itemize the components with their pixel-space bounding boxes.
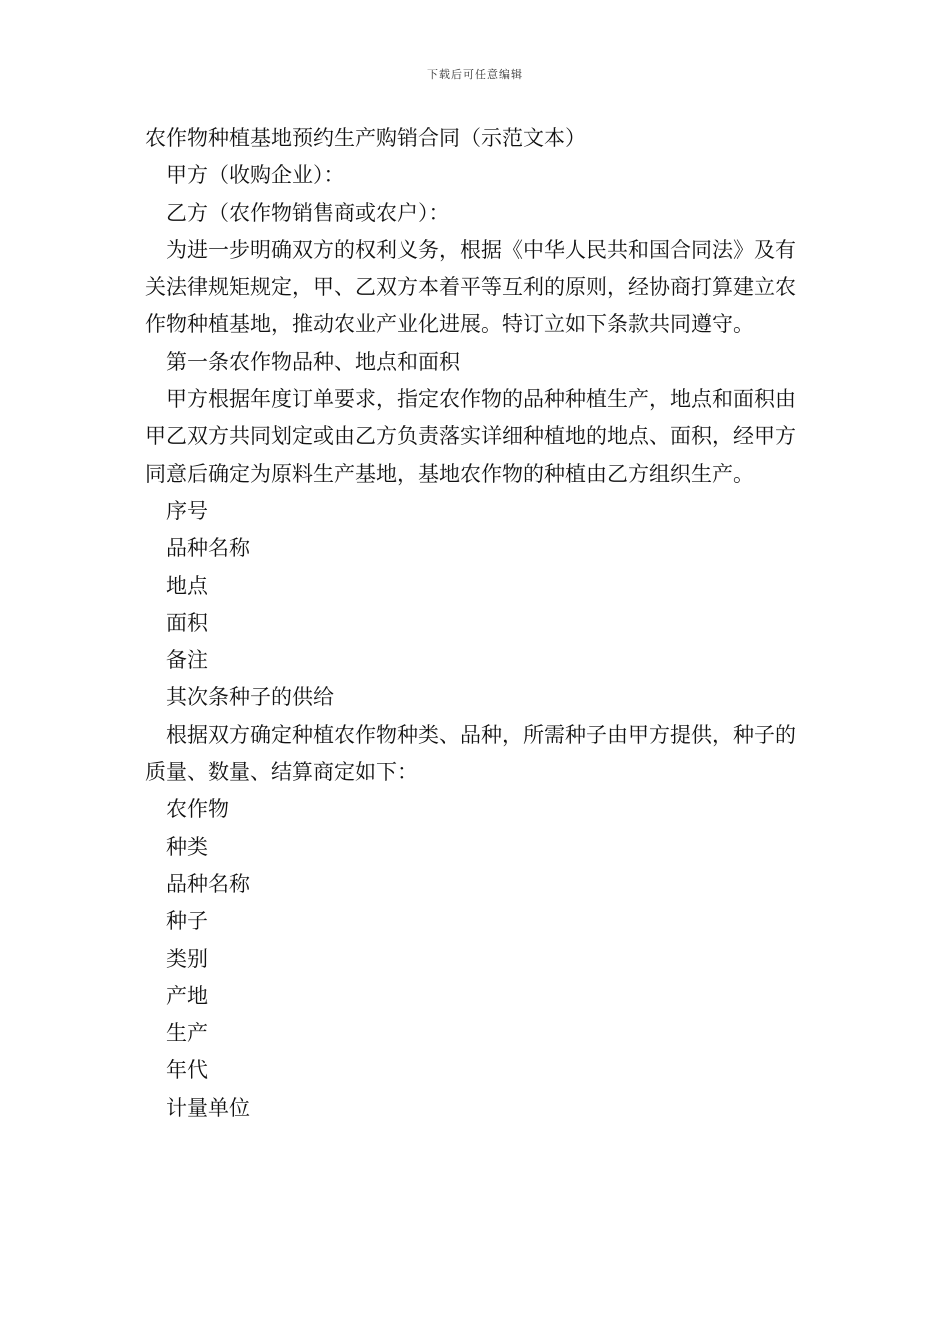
intro-paragraph: 为进一步明确双方的权利义务，根据《中华人民共和国合同法》及有关法律规矩规定，甲、乙双方本着平等互利的原则，经协商打算建立农作物种植基地，推动农业产业化进展。特订立如下条款共同遵守。: [145, 237, 796, 337]
table-2-header-year: 年代: [166, 1058, 208, 1083]
table-2-header-category: 类别: [166, 946, 208, 971]
article-1-body: 甲方根据年度订单要求，指定农作物的品种种植生产，地点和面积由甲乙双方共同划定或由乙方负责落实详细种植地的地点、面积，经甲方同意后确定为原料生产基地，基地农作物的种植由乙方组织生产。: [145, 387, 796, 486]
table-2-header-seed: 种子: [166, 909, 208, 934]
article-1-title: 第一条农作物品种、地点和面积: [166, 349, 460, 374]
table-2-header-unit: 计量单位: [166, 1095, 250, 1120]
table-1-header-location: 地点: [166, 573, 208, 598]
party-a-line: 甲方（收购企业）：: [166, 163, 345, 188]
article-2-body: 根据双方确定种植农作物种类、品种，所需种子由甲方提供，种子的质量、数量、结算商定如下：: [145, 722, 796, 785]
document-title: 农作物种植基地预约生产购销合同（示范文本）: [145, 126, 586, 150]
table-2-header-variety: 品种名称: [166, 871, 250, 896]
article-2-title: 其次条种子的供给: [166, 685, 334, 710]
party-b-line: 乙方（农作物销售商或农户）：: [166, 200, 450, 225]
table-2-header-production: 生产: [166, 1021, 208, 1046]
table-1-header-area: 面积: [166, 610, 208, 635]
document-body: [145, 120, 810, 1127]
table-2-header-crop: 农作物: [166, 797, 229, 822]
table-2-header-kind: 种类: [166, 834, 208, 859]
table-2-header-origin: 产地: [166, 983, 208, 1008]
table-1-header-variety: 品种名称: [166, 536, 250, 561]
table-1-header-no: 序号: [166, 498, 208, 523]
page-header: 下载后可任意编辑: [427, 68, 523, 81]
table-1-header-remark: 备注: [166, 648, 208, 673]
